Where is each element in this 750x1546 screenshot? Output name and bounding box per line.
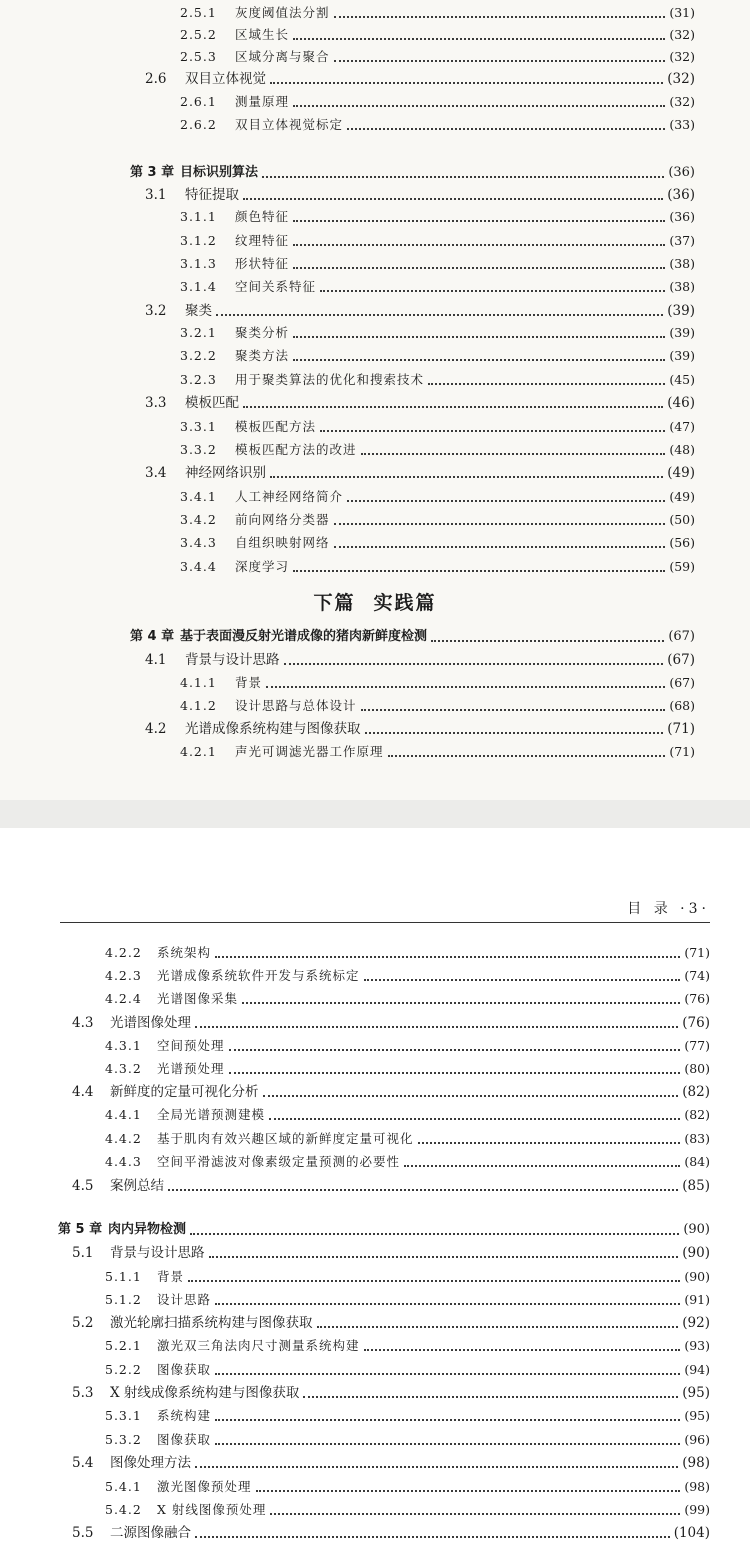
dot-leader [229,1072,681,1074]
part-heading [0,588,750,615]
toc-subsection-entry [180,414,695,436]
toc-entry-number: 3.4.1 [180,489,217,504]
toc-entry-number: 第 5 章 [58,1222,103,1237]
dot-leader [347,500,665,502]
toc-entry-number: 5.2.1 [105,1338,142,1353]
toc-entry-page: (39) [669,348,695,363]
dot-leader [320,290,665,292]
running-head-rule [60,922,710,923]
toc-subsection-entry [180,204,695,226]
toc-entry-title: X 射线图像预处理 [157,1502,267,1517]
toc-section-entry [145,298,695,320]
toc-entry-title: 区域分离与聚合 [235,49,330,64]
toc-entry-number: 4.4.3 [105,1154,142,1169]
toc-subsection-entry [180,693,695,715]
toc-entry-page: (31) [669,5,695,20]
toc-subsection-entry [180,22,695,44]
toc-subsection-entry [105,1287,710,1309]
toc-entry-page: (50) [669,512,695,527]
toc-entry-title: 光谱图像处理 [110,1015,191,1031]
toc-subsection-entry [180,274,695,296]
toc-page-lower [0,828,750,1546]
toc-entry-page: (33) [669,117,695,132]
dot-leader [168,1189,678,1191]
toc-entry-page: (71) [667,721,695,737]
toc-section-entry [145,66,695,88]
dot-leader [334,16,666,18]
toc-entry-number: 4.3.1 [105,1038,142,1053]
toc-entry-title: 激光图像预处理 [157,1479,252,1494]
toc-subsection-entry [105,1102,710,1124]
toc-entry-title: 聚类方法 [235,348,290,363]
toc-entry-number: 4.2.1 [180,744,217,759]
toc-entry-title: 基于表面漫反射光谱成像的猪肉新鲜度检测 [180,629,428,644]
toc-entry-title: 模板匹配方法 [235,419,317,434]
toc-section-entry [145,460,695,482]
dot-leader [229,1049,681,1051]
dot-leader [334,60,666,62]
dot-leader [431,640,664,642]
toc-subsection-entry [105,1033,710,1055]
dot-leader [334,523,666,525]
toc-entry-title: 光谱成像系统构建与图像获取 [185,721,361,737]
dot-leader [266,686,665,688]
dot-leader [365,732,664,734]
toc-entry-page: (48) [669,442,695,457]
toc-entry-number: 3.1.1 [180,209,217,224]
dot-leader [263,1095,679,1097]
toc-entry-page: (45) [669,372,695,387]
toc-entry-title: 聚类 [185,303,212,319]
toc-entry-page: (82) [684,1107,710,1122]
toc-entry-title: 目标识别算法 [180,165,259,180]
toc-entry-page: (85) [682,1178,710,1194]
toc-entry-page: (32) [669,94,695,109]
toc-entry-number: 5.3.1 [105,1408,142,1423]
toc-entry-title: 背景 [157,1269,185,1284]
toc-entry-title: 双目立体视觉 [185,71,266,87]
toc-entry-title: 光谱预处理 [157,1061,225,1076]
toc-subsection-entry [105,940,710,962]
toc-entry-number: 4.2 [145,721,167,737]
toc-entry-page: (74) [684,968,710,983]
dot-leader [270,82,663,84]
toc-entry-number: 5.4 [72,1455,94,1471]
dot-leader [195,1536,670,1538]
toc-entry-title: 空间平滑滤波对像素级定量预测的必要性 [157,1154,401,1169]
toc-entry-number: 4.3.2 [105,1061,142,1076]
toc-entry-number: 3.4.3 [180,535,217,550]
toc-entry-number: 5.2 [72,1315,94,1331]
toc-entry-title: 激光轮廓扫描系统构建与图像获取 [110,1315,313,1331]
toc-entry-page: (76) [684,991,710,1006]
toc-entry-number: 2.5.2 [180,27,217,42]
toc-entry-page: (56) [669,535,695,550]
toc-entry-title: 前向网络分类器 [235,512,330,527]
toc-entry-page: (49) [667,465,695,481]
dot-leader [243,198,663,200]
toc-entry-title: X 射线成像系统构建与图像获取 [110,1385,300,1401]
dot-leader [334,546,666,548]
toc-subsection-entry [105,986,710,1008]
dot-leader [293,570,665,572]
toc-entry-title: 光谱图像采集 [157,991,239,1006]
toc-entry-number: 5.4.1 [105,1479,142,1494]
dot-leader [190,1233,679,1235]
toc-entry-number: 5.3 [72,1385,94,1401]
toc-entry-title: 模板匹配 [185,395,239,411]
dot-leader [215,1373,680,1375]
toc-chapter-entry [58,1217,710,1239]
toc-chapter-entry [130,160,695,182]
toc-entry-number: 3.4.4 [180,559,217,574]
dot-leader [364,1349,681,1351]
dot-leader [293,244,665,246]
dot-leader [284,663,664,665]
toc-subsection-entry [180,739,695,761]
toc-entry-page: (90) [682,1245,710,1261]
dot-leader [404,1165,680,1167]
toc-entry-number: 5.1.1 [105,1269,142,1284]
toc-entry-page: (98) [684,1479,710,1494]
toc-entry-page: (32) [669,27,695,42]
toc-subsection-entry [105,1403,710,1425]
toc-subsection-entry [180,554,695,576]
toc-entry-title: 背景与设计思路 [185,652,280,668]
toc-entry-title: 新鲜度的定量可视化分析 [110,1084,259,1100]
dot-leader [317,1326,679,1328]
toc-entry-page: (76) [682,1015,710,1031]
toc-entry-number: 2.6.1 [180,94,217,109]
toc-entry-title: 特征提取 [185,187,239,203]
dot-leader [270,476,663,478]
toc-entry-number: 2.6 [145,71,167,87]
dot-leader [361,453,666,455]
toc-entry-number: 4.4.1 [105,1107,142,1122]
dot-leader [293,267,665,269]
dot-leader [428,383,665,385]
toc-entry-number: 3.3.2 [180,442,217,457]
toc-entry-number: 4.2.4 [105,991,142,1006]
toc-entry-title: 设计思路 [157,1292,212,1307]
toc-subsection-entry [180,343,695,365]
toc-subsection-entry [105,1149,710,1171]
toc-entry-title: 测量原理 [235,94,290,109]
toc-entry-title: 区域生长 [235,27,290,42]
toc-entry-title: 背景与设计思路 [110,1245,205,1261]
toc-entry-number: 3.4.2 [180,512,217,527]
toc-subsection-entry [180,437,695,459]
toc-section-entry [72,1240,710,1262]
toc-entry-page: (90) [684,1269,710,1284]
toc-subsection-entry [180,0,695,22]
toc-subsection-entry [180,367,695,389]
toc-chapter-entry [130,624,695,646]
toc-entry-page: (71) [669,744,695,759]
toc-entry-page: (68) [669,698,695,713]
toc-entry-title: 模板匹配方法的改进 [235,442,357,457]
toc-section-entry [72,1520,710,1542]
toc-subsection-entry [180,320,695,342]
toc-entry-title: 基于肌肉有效兴趣区域的新鲜度定量可视化 [157,1131,414,1146]
toc-entry-title: 系统构建 [157,1408,212,1423]
toc-entry-page: (91) [684,1292,710,1307]
dot-leader [269,1118,680,1120]
dot-leader [347,128,665,130]
toc-entry-number: 2.5.1 [180,5,217,20]
toc-entry-title: 案例总结 [110,1178,164,1194]
toc-subsection-entry [180,89,695,111]
toc-entry-page: (49) [669,489,695,504]
toc-entry-page: (32) [667,71,695,87]
toc-entry-page: (80) [684,1061,710,1076]
toc-entry-page: (38) [669,279,695,294]
dot-leader [303,1396,678,1398]
dot-leader [262,176,664,178]
toc-entry-page: (36) [668,165,695,180]
dot-leader [418,1142,681,1144]
dot-leader [243,406,663,408]
toc-entry-title: 肉内异物检测 [108,1222,187,1237]
toc-entry-page: (92) [682,1315,710,1331]
dot-leader [215,1443,680,1445]
toc-entry-page: (46) [667,395,695,411]
dot-leader [293,359,665,361]
dot-leader [270,1513,680,1515]
toc-subsection-entry [180,44,695,66]
toc-entry-number: 4.3 [72,1015,94,1031]
part-label: 下篇 [313,592,356,614]
part-name: 实践篇 [373,592,437,614]
toc-entry-title: 系统架构 [157,945,212,960]
toc-entry-title: 图像获取 [157,1362,212,1377]
toc-entry-number: 第 3 章 [130,165,175,180]
toc-subsection-entry [180,112,695,134]
toc-subsection-entry [105,963,710,985]
toc-entry-title: 颜色特征 [235,209,290,224]
toc-entry-page: (94) [684,1362,710,1377]
toc-entry-title: 深度学习 [235,559,290,574]
toc-entry-title: 空间预处理 [157,1038,225,1053]
toc-entry-title: 纹理特征 [235,233,290,248]
dot-leader [215,1419,680,1421]
toc-entry-number: 3.3.1 [180,419,217,434]
toc-entry-title: 声光可调滤光器工作原理 [235,744,384,759]
toc-subsection-entry [105,1333,710,1355]
toc-entry-page: (67) [667,652,695,668]
dot-leader [215,1303,680,1305]
toc-section-entry [145,390,695,412]
toc-entry-page: (67) [669,675,695,690]
toc-subsection-entry [180,228,695,250]
running-head: 目 录 ·3· [627,901,710,917]
toc-entry-number: 5.4.2 [105,1502,142,1517]
toc-section-entry [72,1010,710,1032]
toc-subsection-entry [105,1497,710,1519]
dot-leader [320,430,665,432]
toc-subsection-entry [105,1427,710,1449]
dot-leader [293,336,665,338]
toc-subsection-entry [105,1474,710,1496]
toc-entry-number: 第 4 章 [130,629,175,644]
toc-entry-number: 3.1 [145,187,167,203]
toc-entry-number: 5.1.2 [105,1292,142,1307]
dot-leader [256,1490,681,1492]
toc-entry-number: 4.1 [145,652,167,668]
toc-entry-page: (39) [667,303,695,319]
toc-entry-number: 3.3 [145,395,167,411]
toc-entry-title: 用于聚类算法的优化和搜索技术 [235,372,425,387]
toc-entry-title: 激光双三角法肉尺寸测量系统构建 [157,1338,360,1353]
toc-entry-title: 背景 [235,675,263,690]
toc-section-entry [72,1310,710,1332]
toc-entry-page: (84) [684,1154,710,1169]
dot-leader [388,755,666,757]
dot-leader [293,38,665,40]
dot-leader [215,956,680,958]
toc-entry-number: 4.2.3 [105,968,142,983]
toc-entry-page: (82) [682,1084,710,1100]
toc-entry-title: 图像获取 [157,1432,212,1447]
toc-entry-number: 4.2.2 [105,945,142,960]
toc-entry-title: 空间关系特征 [235,279,317,294]
toc-entry-page: (95) [684,1408,710,1423]
page-separator [0,800,750,828]
toc-entry-number: 5.2.2 [105,1362,142,1377]
toc-entry-page: (99) [684,1502,710,1517]
toc-entry-page: (83) [684,1131,710,1146]
toc-section-entry [145,182,695,204]
toc-entry-number: 3.1.3 [180,256,217,271]
toc-section-entry [72,1380,710,1402]
toc-entry-number: 3.2 [145,303,167,319]
dot-leader [242,1002,680,1004]
toc-entry-title: 人工神经网络简介 [235,489,344,504]
toc-entry-page: (104) [673,1525,710,1541]
toc-entry-page: (77) [684,1038,710,1053]
toc-section-entry [145,647,695,669]
dot-leader [293,105,665,107]
toc-entry-number: 2.6.2 [180,117,217,132]
toc-entry-number: 3.2.1 [180,325,217,340]
toc-entry-number: 3.4 [145,465,167,481]
toc-entry-number: 4.4.2 [105,1131,142,1146]
toc-entry-number: 5.3.2 [105,1432,142,1447]
toc-entry-page: (98) [682,1455,710,1471]
dot-leader [364,979,681,981]
toc-entry-number: 4.1.2 [180,698,217,713]
toc-entry-page: (90) [683,1222,710,1237]
dot-leader [195,1026,678,1028]
toc-entry-page: (93) [684,1338,710,1353]
toc-entry-number: 2.5.3 [180,49,217,64]
toc-entry-page: (36) [669,209,695,224]
toc-entry-title: 灰度阈值法分割 [235,5,330,20]
dot-leader [216,314,663,316]
toc-entry-title: 形状特征 [235,256,290,271]
toc-entry-number: 3.2.3 [180,372,217,387]
toc-entry-page: (47) [669,419,695,434]
toc-entry-title: 二源图像融合 [110,1525,191,1541]
toc-entry-number: 4.4 [72,1084,94,1100]
toc-subsection-entry [180,507,695,529]
toc-entry-title: 聚类分析 [235,325,290,340]
dot-leader [188,1280,680,1282]
toc-entry-page: (96) [684,1432,710,1447]
toc-section-entry [72,1079,710,1101]
toc-subsection-entry [180,670,695,692]
toc-entry-number: 5.5 [72,1525,94,1541]
toc-entry-number: 3.1.2 [180,233,217,248]
toc-entry-number: 4.1.1 [180,675,217,690]
toc-entry-number: 5.1 [72,1245,94,1261]
toc-section-entry [145,716,695,738]
toc-subsection-entry [105,1126,710,1148]
toc-section-entry [72,1173,710,1195]
toc-entry-page: (39) [669,325,695,340]
toc-entry-title: 双目立体视觉标定 [235,117,344,132]
toc-entry-page: (37) [669,233,695,248]
toc-entry-page: (59) [669,559,695,574]
toc-entry-page: (95) [682,1385,710,1401]
toc-entry-title: 光谱成像系统软件开发与系统标定 [157,968,360,983]
toc-entry-number: 4.5 [72,1178,94,1194]
dot-leader [209,1256,679,1258]
toc-entry-page: (32) [669,49,695,64]
toc-subsection-entry [180,530,695,552]
toc-section-entry [72,1450,710,1472]
dot-leader [293,220,665,222]
toc-entry-page: (36) [667,187,695,203]
toc-entry-title: 图像处理方法 [110,1455,191,1471]
toc-entry-number: 3.1.4 [180,279,217,294]
toc-subsection-entry [180,251,695,273]
toc-entry-title: 全局光谱预测建模 [157,1107,266,1122]
toc-entry-title: 神经网络识别 [185,465,266,481]
toc-subsection-entry [105,1264,710,1286]
toc-entry-page: (38) [669,256,695,271]
toc-entry-title: 设计思路与总体设计 [235,698,357,713]
toc-subsection-entry [105,1056,710,1078]
toc-entry-page: (67) [668,629,695,644]
toc-entry-page: (71) [684,945,710,960]
dot-leader [361,709,666,711]
dot-leader [195,1466,678,1468]
toc-subsection-entry [105,1357,710,1379]
toc-entry-number: 3.2.2 [180,348,217,363]
toc-entry-title: 自组织映射网络 [235,535,330,550]
toc-subsection-entry [180,484,695,506]
